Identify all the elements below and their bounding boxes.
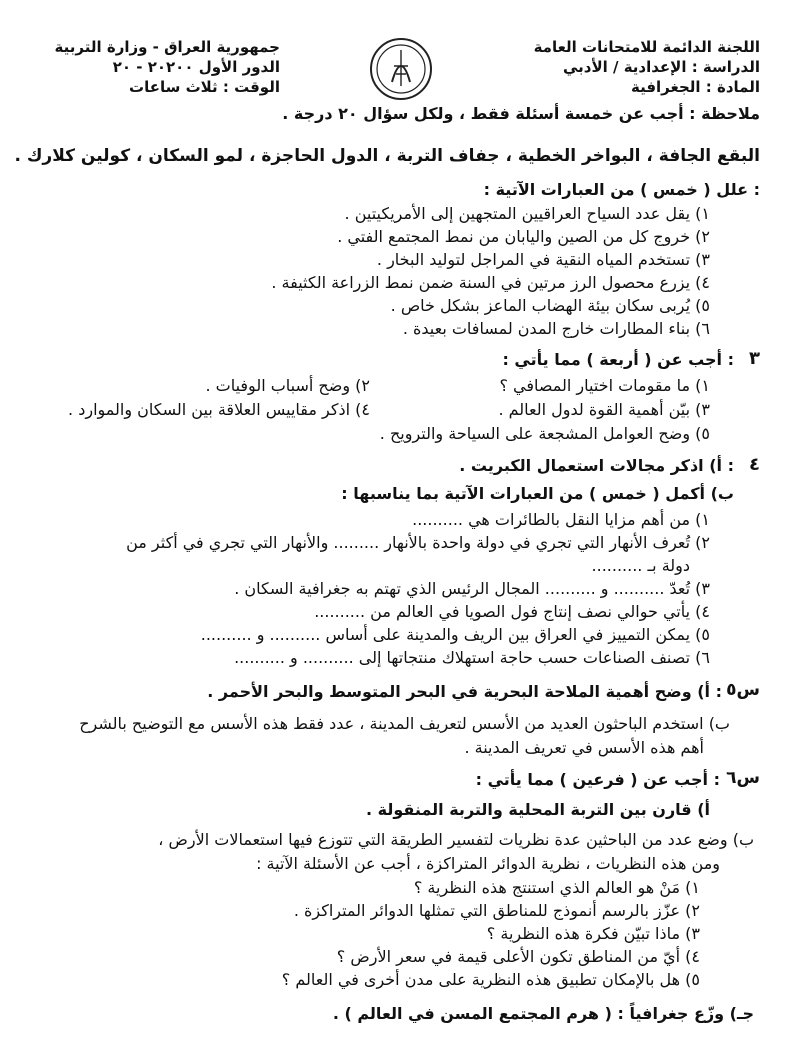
q2-item-3: ٣) تستخدم المياه النقية في المراجل لتوليد البخار . [376,250,710,269]
q3-item-2: ٢) وضح أسباب الوفيات . [205,376,370,395]
q6-b-line-2: ومن هذه النظريات ، نظرية الدوائر المتراكزة ، أجب عن الأسئلة الآتية : [256,854,720,873]
header-time: الوقت : ثلاث ساعات [129,78,280,96]
header-study: الدراسة : الإعدادية / الأدبي [562,58,760,76]
q2-item-2: ٢) خروج كل من الصين واليابان من نمط المجتمع الفتي . [337,227,710,246]
q5-b-line-1: ب) استخدم الباحثون العديد من الأسس لتعريف المدينة ، عدد فقط هذه الأسس مع التوضيح بالشرح [79,714,730,733]
q2-item-5: ٥) يُربى سكان بيئة الهضاب الماعز بشكل خاص . [390,296,710,315]
q6-item-5: ٥) هل بالإمكان تطبيق هذه النظرية على مدن أخرى في العالم ؟ [281,970,700,989]
q3-label: ٣ [749,348,760,369]
exam-note: ملاحظة : أجب عن خمسة أسئلة فقط ، ولكل سؤال ٢٠ درجة . [282,104,760,123]
header-republic: جمهورية العراق - وزارة التربية [54,38,280,56]
q4-item-4: ٤) يأتي حوالي نصف إنتاج فول الصويا في العالم من .......... [314,602,710,621]
q6-label: س٦ [726,768,760,788]
q6-c: جـ) وزّع جغرافياً : ( هرم المجتمع المسن في العالم ) . [332,1004,754,1023]
q3-item-3: ٣) بيّن أهمية القوة لدول العالم . [498,400,710,419]
q4-b-title: ب) أكمل ( خمس ) من العبارات الآتية بما يناسبها : [341,484,734,503]
q5-a: : أ) وضح أهمية الملاحة البحرية في البحر المتوسط والبحر الأحمر . [207,682,722,701]
q3-item-4: ٤) اذكر مقاييس العلاقة بين السكان والموارد . [68,400,370,419]
q3-title: : أجب عن ( أربعة ) مما يأتي : [502,350,734,369]
header-committee: اللجنة الدائمة للامتحانات العامة [533,38,760,56]
q5-b-line-2: أهم هذه الأسس في تعريف المدينة . [464,738,704,757]
q4-item-5: ٥) يمكن التمييز في العراق بين الريف والمدينة على أساس .......... و .......... [200,625,710,644]
header-subject: المادة : الجغرافية [630,78,760,96]
q6-title: : أجب عن ( فرعين ) مما يأتي : [475,770,720,789]
q4-item-1: ١) من أهم مزايا النقل بالطائرات هي .......... [412,510,710,529]
q6-item-3: ٣) ماذا تبيّن فكرة هذه النظرية ؟ [486,924,700,943]
q6-b-line-1: ب) وضع عدد من الباحثين عدة نظريات لتفسير الطريقة التي تتوزع فيها استعمالات الأرض ، [158,830,754,849]
q2-item-4: ٤) يزرع محصول الرز مرتين في السنة ضمن نمط الزراعة الكثيفة . [271,273,710,292]
q4-item-3: ٣) تُعدّ .......... و .......... المجال الرئيس الذي تهتم به جغرافية السكان . [234,579,710,598]
q2-item-6: ٦) بناء المطارات خارج المدن لمسافات بعيدة . [402,319,710,338]
header-session: الدور الأول ٢٠٢٠٠ - ٢٠ [112,58,280,76]
q4-a: : أ) اذكر مجالات استعمال الكبريت . [459,456,734,475]
q2-title: : علل ( خمس ) من العبارات الآتية : [483,180,760,199]
q4-label: ٤ [749,454,760,475]
q6-item-2: ٢) عزّز بالرسم أنموذج للمناطق التي تمثلها الدوائر المتراكزة . [293,901,700,920]
q4-item-2: ٢) تُعرف الأنهار التي تجري في دولة واحدة بالأنهار ......... والأنهار التي تجري في أكثر من [126,533,710,552]
ministry-seal-icon [368,36,434,102]
q6-a: أ) قارن بين التربة المحلية والتربة المنقولة . [366,800,710,819]
q1-terms: البقع الجافة ، البواخر الخطية ، جفاف التربة ، الدول الحاجزة ، لمو السكان ، كولين كلارك . [14,146,760,166]
q6-item-1: ١) مَنْ هو العالم الذي استنتج هذه النظرية ؟ [413,878,700,897]
q4-item-2-cont: دولة بـ .......... [591,556,690,575]
q3-item-1: ١) ما مقومات اختيار المصافي ؟ [499,376,710,395]
q4-item-6: ٦) تصنف الصناعات حسب حاجة استهلاك منتجاتها إلى .......... و .......... [234,648,710,667]
q2-item-1: ١) يقل عدد السياح العراقيين المتجهين إلى الأمريكيتين . [344,204,710,223]
q3-item-5: ٥) وضح العوامل المشجعة على السياحة والترويح . [379,424,710,443]
q5-label: س٥ [726,680,760,700]
q6-item-4: ٤) أيّ من المناطق تكون الأعلى قيمة في سعر الأرض ؟ [336,947,700,966]
